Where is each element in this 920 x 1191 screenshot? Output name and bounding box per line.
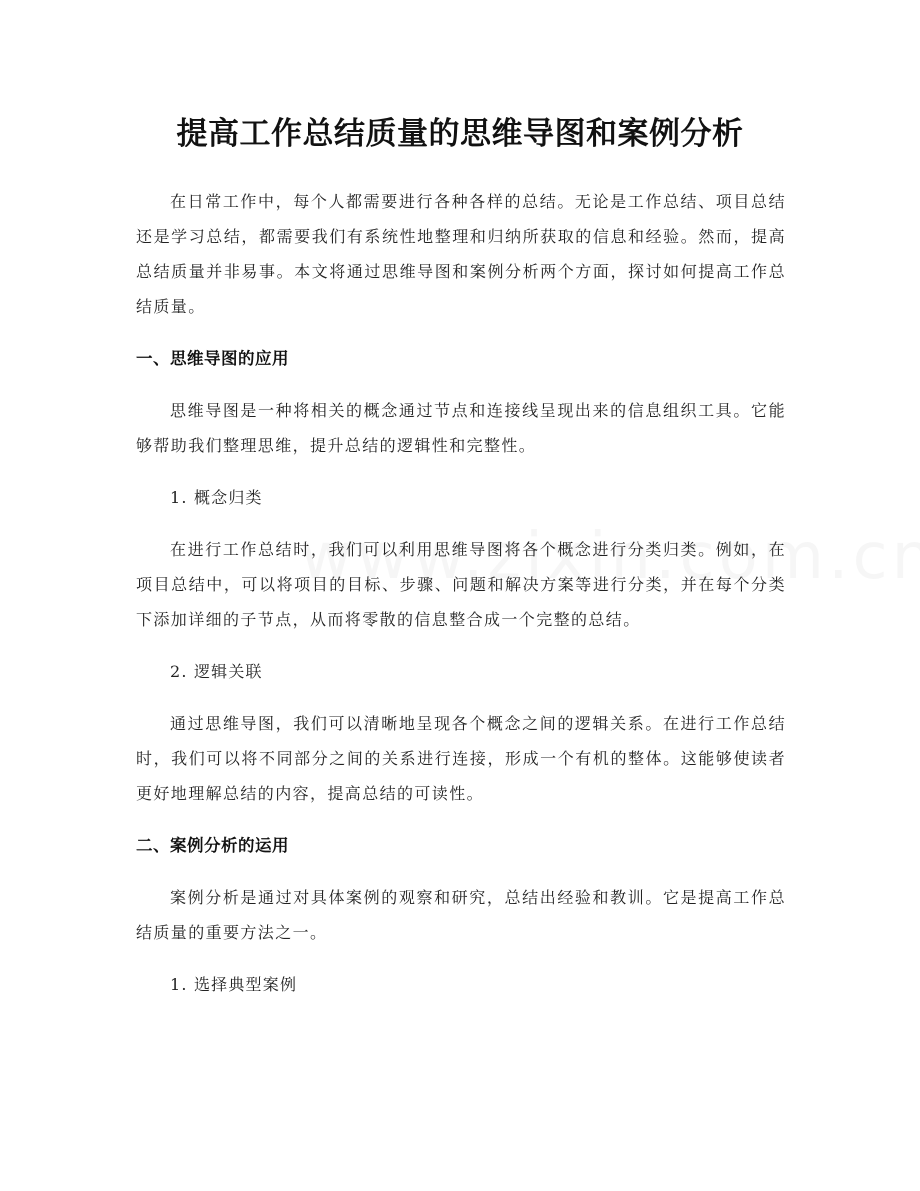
section-intro-case-analysis: 案例分析是通过对具体案例的观察和研究，总结出经验和教训。它是提高工作总结质量的重要方法之一。: [136, 888, 786, 942]
page-title: 提高工作总结质量的思维导图和案例分析: [176, 116, 744, 152]
paragraph-logical-association: 通过思维导图，我们可以清晰地呈现各个概念之间的逻辑关系。在进行工作总结时，我们可以将不同部分之间的关系进行连接，形成一个有机的整体。这能够使读者更好地理解总结的内容，提高总结的可读性。: [136, 714, 786, 803]
section-heading-case-analysis: 二、案例分析的运用: [136, 836, 289, 855]
document-body: [136, 184, 786, 1002]
subheading-logical-association: 2. 逻辑关联: [170, 662, 263, 681]
section-heading-mindmap: 一、思维导图的应用: [136, 349, 289, 368]
paragraph-concept-classification: 在进行工作总结时，我们可以利用思维导图将各个概念进行分类归类。例如，在项目总结中，可以将项目的目标、步骤、问题和解决方案等进行分类，并在每个分类下添加详细的子节点，从而将零散的信息整合成一个完整的总结。: [136, 540, 786, 629]
section-intro-mindmap: 思维导图是一种将相关的概念通过节点和连接线呈现出来的信息组织工具。它能够帮助我们整理思维，提升总结的逻辑性和完整性。: [136, 401, 786, 455]
intro-paragraph: 在日常工作中，每个人都需要进行各种各样的总结。无论是工作总结、项目总结还是学习总结，都需要我们有系统性地整理和归纳所获取的信息和经验。然而，提高总结质量并非易事。本文将通过思维导图和案例分析两个方面，探讨如何提高工作总结质量。: [136, 192, 786, 316]
subheading-select-typical-case: 1. 选择典型案例: [170, 975, 298, 994]
subheading-concept-classification: 1. 概念归类: [170, 488, 263, 507]
